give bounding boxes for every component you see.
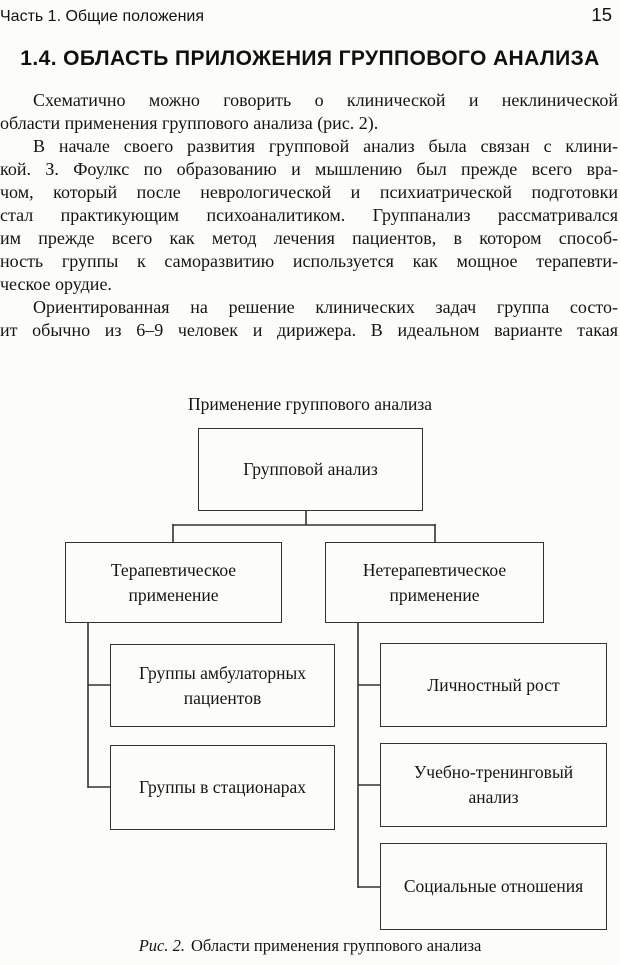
page-number: 15 — [591, 4, 612, 25]
node-personal-growth: Личностный рост — [380, 643, 607, 727]
body-line: Схематично можно говорить о клинической и неклинической — [33, 90, 618, 110]
node-non-therapeutic-use: Нетерапевтическое применение — [325, 542, 544, 623]
body-line: стал практикующим психоаналитиком. Группанализ рассматривался — [0, 205, 618, 225]
body-line: ность группы к саморазвитию используется как мощное терапевти- — [0, 251, 618, 271]
body-line: Ориентированная на решение клинических задач группа состо- — [33, 297, 618, 317]
node-therapeutic-use: Терапевтическое применение — [65, 542, 282, 623]
body-line: кой. З. Фоулкс по образованию и мышлению был прежде всего вра- — [0, 159, 618, 179]
body-line: ческое орудие. — [0, 274, 112, 294]
running-header-section: Часть 1. Общие положения — [0, 8, 204, 25]
figure-caption — [0, 936, 620, 956]
body-line: В начале своего развития групповой анализ была связан с клини- — [33, 136, 618, 156]
figure-title: Применение группового анализа — [187, 394, 433, 414]
running-header — [0, 4, 612, 26]
body-line: ит обычно из 6–9 человек и дирижера. В идеальном варианте такая — [0, 320, 618, 340]
body-text — [0, 89, 618, 342]
node-social-relations: Социальные отношения — [380, 843, 607, 930]
node-group-analysis: Групповой анализ — [198, 428, 423, 511]
body-line: им прежде всего как метод лечения пациентов, в котором способ- — [0, 228, 618, 248]
figure-caption-label: Рис. 2. — [138, 936, 185, 955]
node-inpatient-groups: Группы в стационарах — [110, 745, 335, 830]
section-title: 1.4. ОБЛАСТЬ ПРИЛОЖЕНИЯ ГРУППОВОГО АНАЛИЗА — [20, 47, 600, 70]
figure-caption-text: Области применения группового анализа — [190, 936, 482, 955]
node-outpatient-groups: Группы амбулаторных пациентов — [110, 644, 335, 727]
body-line: чом, который после неврологической и психиатрической подготовки — [0, 182, 618, 202]
body-line: области применения группового анализа (рис. 2). — [0, 113, 379, 133]
node-training-analysis: Учебно-тренинговый анализ — [380, 743, 607, 827]
figure-2-diagram — [0, 388, 620, 965]
